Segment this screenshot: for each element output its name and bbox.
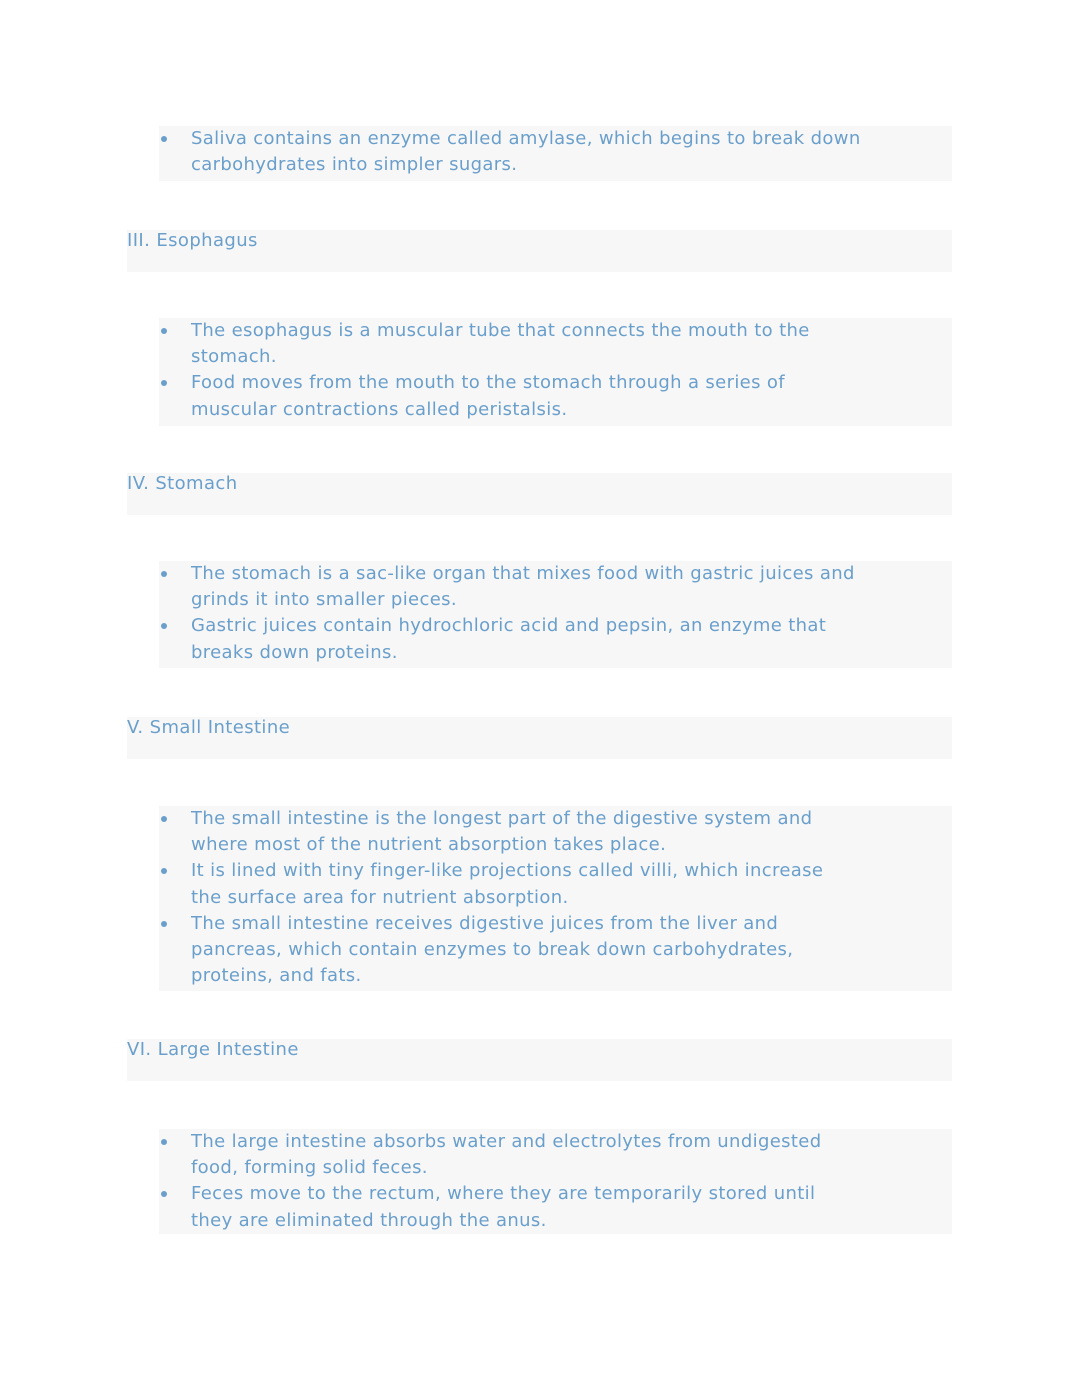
list-item: [159, 370, 952, 422]
bullet-line: The stomach is a sac-like organ that mixes food with gastric juices and: [191, 563, 855, 584]
bullet-line: Gastric juices contain hydrochloric acid and pepsin, an enzyme that: [191, 615, 827, 637]
section-heading-large-intestine: [127, 1039, 952, 1081]
bullet-line: they are eliminated through the anus.: [191, 1209, 547, 1231]
esophagus-bullet-list: [159, 318, 952, 423]
bullet-line: The small intestine receives digestive juices from the liver and: [191, 912, 779, 934]
stomach-bullet-list: [159, 561, 952, 666]
bullet-line: Saliva contains an enzyme called amylase, which begins to break down: [191, 128, 861, 149]
mouth-bullets-block: [159, 126, 952, 181]
bullet-line: proteins, and fats.: [191, 965, 362, 987]
bullet-icon: [161, 328, 167, 334]
bullet-icon: [161, 868, 167, 874]
list-item: [159, 1181, 952, 1233]
bullet-icon: [161, 1139, 167, 1145]
bullet-line: food, forming solid feces.: [191, 1157, 428, 1179]
list-item: [159, 858, 952, 910]
section-heading-esophagus: [127, 230, 952, 272]
bullet-line: The esophagus is a muscular tube that connects the mouth to the: [191, 320, 810, 341]
bullet-icon: [161, 380, 167, 386]
bullet-icon: [161, 1191, 167, 1197]
heading-text: IV. Stomach: [127, 473, 238, 494]
bullet-line: pancreas, which contain enzymes to break down carbohydrates,: [191, 939, 794, 961]
stomach-bullets-block: [159, 561, 952, 668]
bullet-line: It is lined with tiny finger-like projections called villi, which increase: [191, 860, 824, 882]
bullet-line: breaks down proteins.: [191, 641, 398, 663]
bullet-line: muscular contractions called peristalsis.: [191, 398, 568, 420]
heading-text: V. Small Intestine: [127, 717, 291, 738]
bullet-line: Food moves from the mouth to the stomach through a series of: [191, 372, 785, 394]
list-item: [159, 126, 952, 178]
bullet-line: the surface area for nutrient absorption.: [191, 886, 569, 908]
list-item: [159, 318, 952, 370]
section-heading-small-intestine: [127, 717, 952, 759]
bullet-line: Feces move to the rectum, where they are temporarily stored until: [191, 1183, 816, 1205]
bullet-icon: [161, 571, 167, 577]
list-item: [159, 613, 952, 665]
small-intestine-bullets-block: [159, 806, 952, 991]
bullet-line: where most of the nutrient absorption takes place.: [191, 834, 667, 856]
list-item: [159, 1129, 952, 1181]
large-intestine-bullets-block: [159, 1129, 952, 1234]
large-intestine-bullet-list: [159, 1129, 952, 1234]
list-item: [159, 911, 952, 990]
section-heading-stomach: [127, 473, 952, 515]
bullet-line: The large intestine absorbs water and electrolytes from undigested: [191, 1131, 822, 1152]
esophagus-bullets-block: [159, 318, 952, 426]
list-item: [159, 806, 952, 858]
bullet-line: carbohydrates into simpler sugars.: [191, 154, 518, 176]
bullet-icon: [161, 623, 167, 629]
bullet-icon: [161, 816, 167, 822]
list-item: [159, 561, 952, 613]
heading-text: III. Esophagus: [127, 230, 258, 251]
bullet-icon: [161, 136, 167, 142]
heading-text: VI. Large Intestine: [127, 1039, 299, 1060]
mouth-bullet-list: [159, 126, 952, 178]
bullet-line: The small intestine is the longest part of the digestive system and: [191, 808, 813, 829]
bullet-line: stomach.: [191, 346, 277, 368]
small-intestine-bullet-list: [159, 806, 952, 989]
bullet-line: grinds it into smaller pieces.: [191, 589, 457, 611]
bullet-icon: [161, 921, 167, 927]
